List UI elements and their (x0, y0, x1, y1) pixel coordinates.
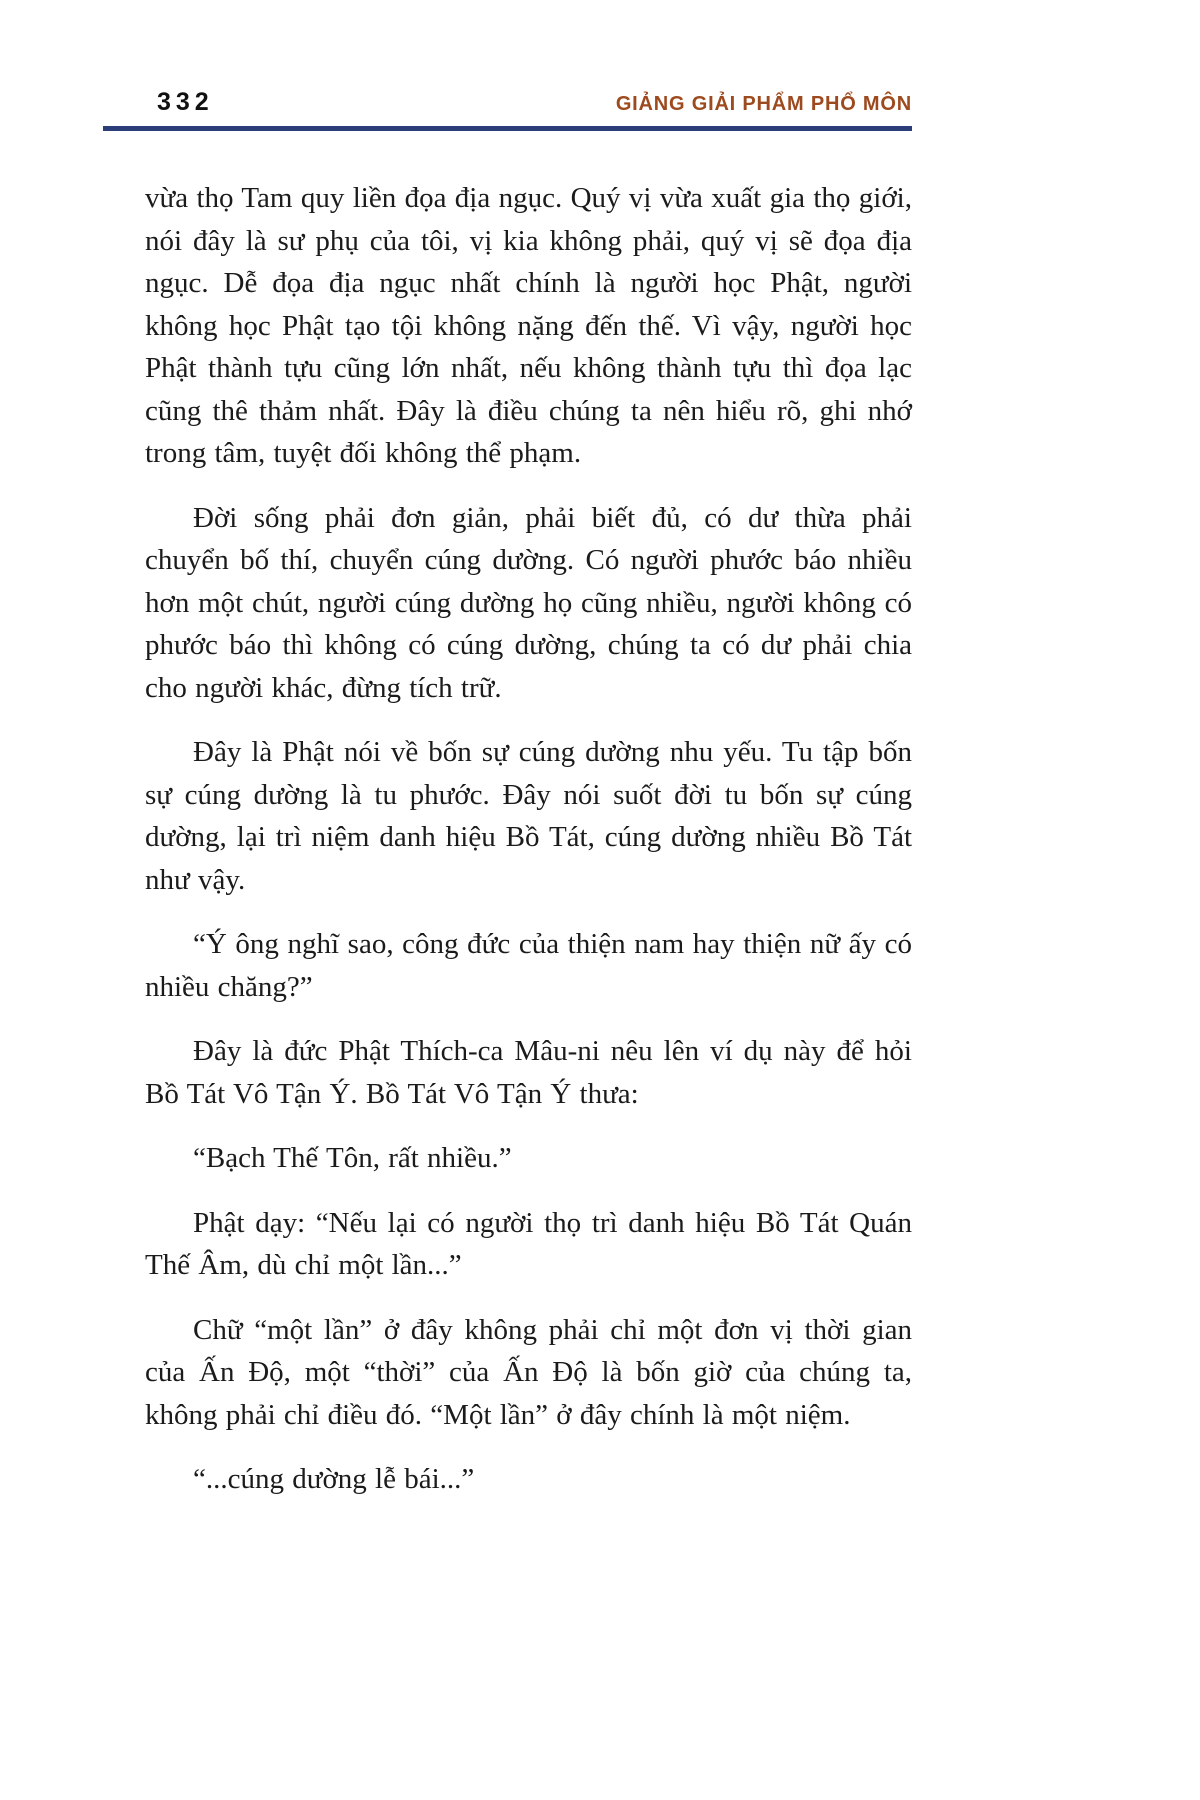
header-rule-divider (103, 126, 912, 131)
page-header (145, 88, 912, 117)
paragraph: Chữ “một lần” ở đây không phải chỉ một đơn vị thời gian của Ấn Độ, một “thời” của Ấn Độ là bốn giờ của chúng ta, không phải chỉ điều đó. “Một lần” ở đây chính là một niệm. (145, 1313, 912, 1431)
paragraph: “Bạch Thế Tôn, rất nhiều.” (193, 1142, 512, 1174)
paragraph: Đời sống phải đơn giản, phải biết đủ, có dư thừa phải chuyển bố thí, chuyển cúng dường. Có người phước báo nhiều hơn một chút, người cúng dường họ cũng nhiều, người không có phước báo thì không có cúng dường, chúng ta có dư phải chia cho người khác, đừng tích trữ. (145, 501, 912, 704)
page-number: 332 (157, 88, 214, 116)
paragraph: Đây là đức Phật Thích-ca Mâu-ni nêu lên ví dụ này để hỏi Bồ Tát Vô Tận Ý. Bồ Tát Vô Tận Ý thưa: (145, 1035, 912, 1110)
running-header-title: GIẢNG GIẢI PHẨM PHỔ MÔN (615, 93, 912, 115)
paragraph: Đây là Phật nói về bốn sự cúng dường nhu yếu. Tu tập bốn sự cúng dường là tu phước. Đây nói suốt đời tu bốn sự cúng dường, lại trì niệm danh hiệu Bồ Tát, cúng dường nhiều Bồ Tát như vậy. (145, 736, 912, 896)
paragraph: vừa thọ Tam quy liền đọa địa ngục. Quý vị vừa xuất gia thọ giới, nói đây là sư phụ của tôi, vị kia không phải, quý vị sẽ đọa địa ngục. Dễ đọa địa ngục nhất chính là người học Phật, người không học Phật tạo tội không nặng đến thế. Vì vậy, người học Phật thành tựu cũng lớn nhất, nếu không thành tựu thì đọa lạc cũng thê thảm nhất. Đây là điều chúng ta nên hiểu rõ, ghi nhớ trong tâm, tuyệt đối không thể phạm. (145, 182, 912, 469)
paragraph: “Ý ông nghĩ sao, công đức của thiện nam hay thiện nữ ấy có nhiều chăng?” (145, 928, 912, 1003)
paragraph: “...cúng dường lễ bái...” (193, 1463, 475, 1495)
page-content (145, 0, 912, 1523)
body-paragraphs (145, 177, 912, 1501)
paragraph: Phật dạy: “Nếu lại có người thọ trì danh hiệu Bồ Tát Quán Thế Âm, dù chỉ một lần...” (145, 1206, 912, 1281)
